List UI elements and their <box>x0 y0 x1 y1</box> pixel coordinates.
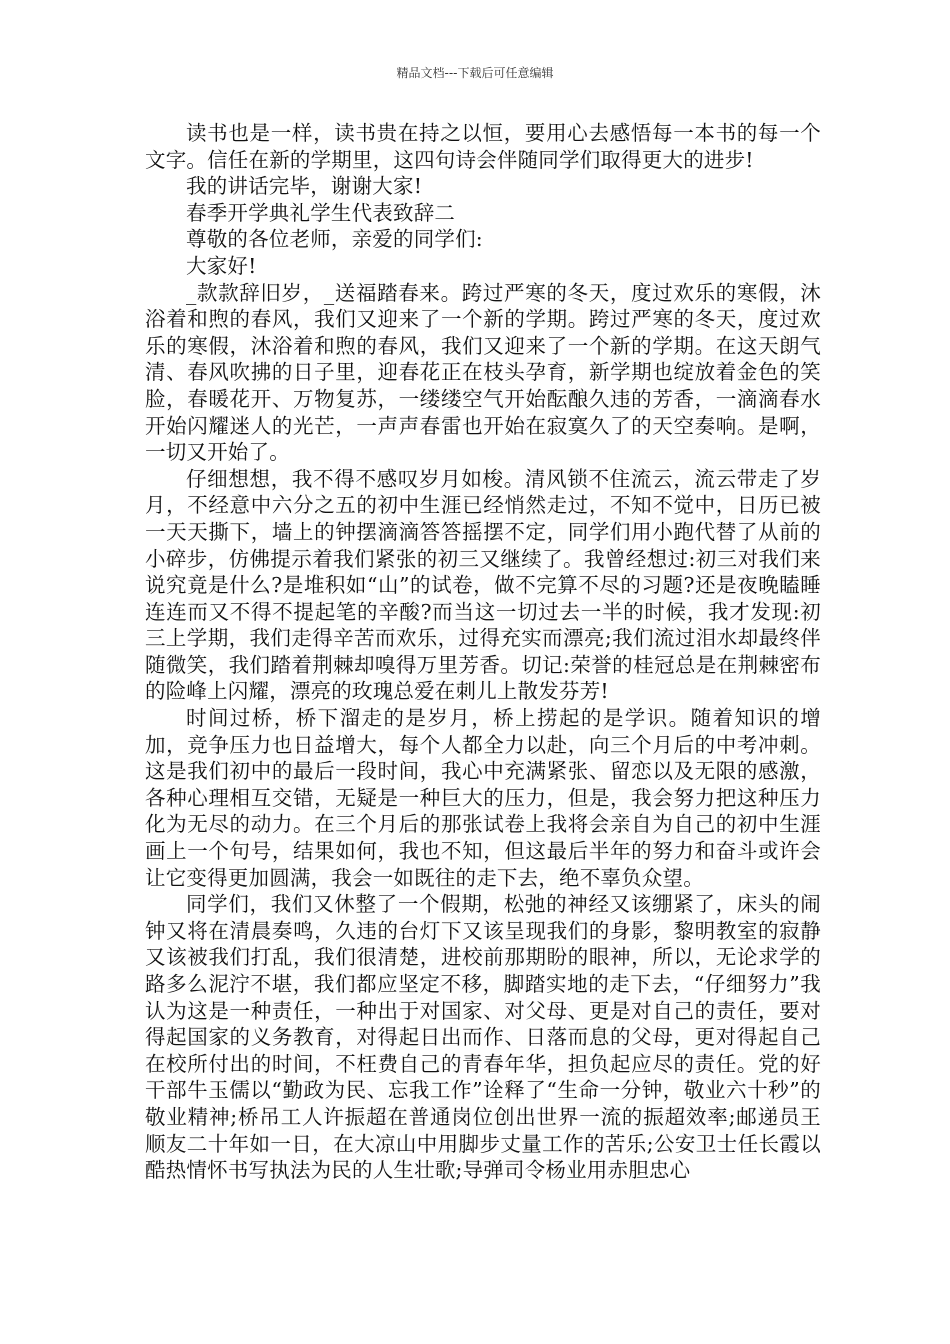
paragraph: 仔细想想，我不得不感叹岁月如梭。清风锁不住流云，流云带走了岁月，不经意中六分之五的初中生涯已经悄然走过，不知不觉中，日历已被一天天撕下，墙上的钟摆滴滴答答摇摆不定，同学们用小跑代替了从前的小碎步，仿佛提示着我们紧张的初三又继续了。我曾经想过:初三对我们来说究竟是什么?是堆积如“山”的试卷，做不完算不尽的习题?还是夜晚瞌睡连连而又不得不提起笔的辛酸?而当这一切过去一半的时候，我才发现:初三上学期，我们走得辛苦而欢乐，过得充实而漂亮;我们流过泪水却最终伴随微笑，我们踏着荆棘却嗅得万里芳香。切记:荣誉的桂冠总是在荆棘密布的险峰上闪耀，漂亮的玫瑰总爱在刺儿上散发芬芳! <box>145 466 821 704</box>
greeting: 大家好! <box>186 253 257 278</box>
paragraph: 时间过桥，桥下溜走的是岁月，桥上捞起的是学识。随着知识的增加，竞争压力也日益增大，每个人都全力以赴，向三个月后的中考冲刺。这是我们初中的最后一段时间，我心中充满紧张、留恋以及无限的感激，各种心理相互交错，无疑是一种巨大的压力，但是，我会努力把这种压力化为无尽的动力。在三个月后的那张试卷上我将会亲自为自己的初中生涯画上一个句号，结果如何，我也不知，但这最后半年的努力和奋斗或许会让它变得更加圆满，我会一如既往的走下去，绝不辜负众望。 <box>145 706 821 890</box>
paragraph: 我的讲话完毕，谢谢大家! <box>186 174 423 199</box>
salutation: 尊敬的各位老师，亲爱的同学们: <box>186 227 483 252</box>
paragraph: 读书也是一样，读书贵在持之以恒，要用心去感悟每一本书的每一个文字。信任在新的学期里，这四句诗会伴随同学们取得更大的进步! <box>145 121 821 172</box>
paragraph: 同学们，我们又休整了一个假期，松弛的神经又该绷紧了，床头的闹钟又将在清晨奏鸣，久违的台灯下又该呈现我们的身影，黎明教室的寂静又该被我们打乱，我们很清楚，进校前那期盼的眼神，所以，无论求学的路多么泥泞不堪，我们都应坚定不移，脚踏实地的走下去，“仔细努力”我认为这是一种责任，一种出于对国家、对父母、更是对自己的责任，要对得起国家的义务教育，对得起日出而作、日落而息的父母，更对得起自己在校所付出的时间，不枉费自己的青春年华，担负起应尽的责任。党的好干部牛玉儒以“勤政为民、忘我工作”诠释了“生命一分钟，敬业六十秒”的敬业精神;桥吊工人许振超在普通岗位创出世界一流的振超效率;邮递员王顺友二十年如一日，在大凉山中用脚步丈量工作的苦乐;公安卫士任长霞以酷热情怀书写执法为民的人生壮歌;导弹司令杨业用赤胆忠心 <box>145 892 821 1183</box>
paragraph: _款款辞旧岁，_送福踏春来。跨过严寒的冬天，度过欢乐的寒假，沐浴着和煦的春风，我们又迎来了一个新的学期。跨过严寒的冬天，度过欢乐的寒假，沐浴着和煦的春风，我们又迎来了一个新的学期。在这天朗气清、春风吹拂的日子里，迎春花正在枝头孕育，新学期也绽放着金色的笑脸，春暖花开、万物复苏，一缕缕空气开始酝酿久违的芳香，一滴滴春水开始闪耀迷人的光芒，一声声春雷也开始在寂寞久了的天空奏响。是啊，一切又开始了。 <box>145 280 821 465</box>
section-title: 春季开学典礼学生代表致辞二 <box>186 200 456 225</box>
document-body <box>145 120 821 1184</box>
page-header: 精品文档---下载后可任意编辑 <box>396 66 554 80</box>
